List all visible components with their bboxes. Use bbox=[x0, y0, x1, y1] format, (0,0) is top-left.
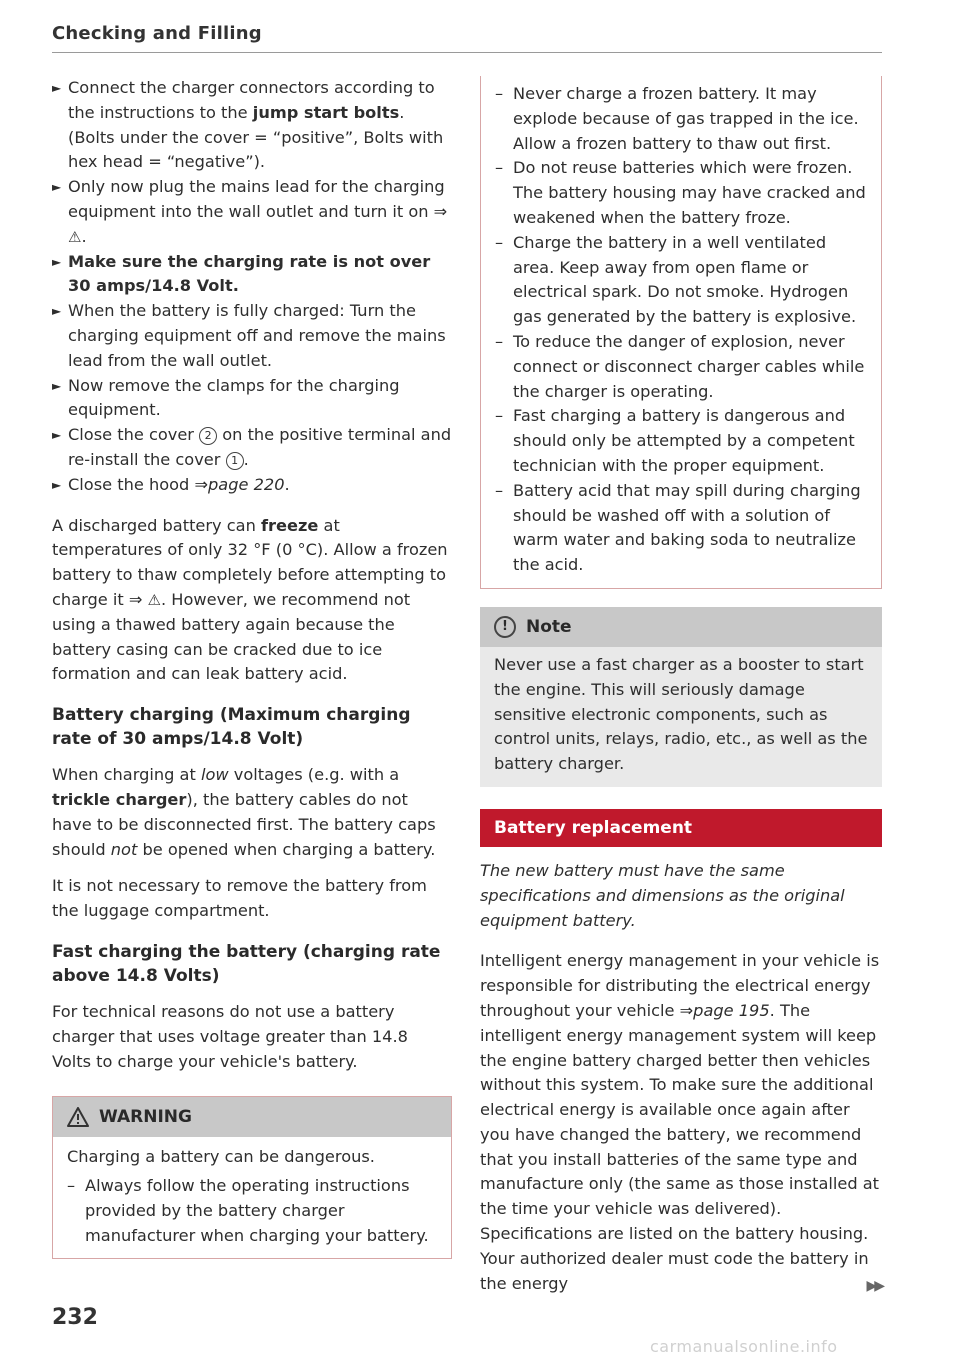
step-close-hood: ► Close the hood ⇒page 220. bbox=[52, 473, 452, 498]
warning-ref-icon[interactable]: ⚠ bbox=[147, 590, 161, 609]
warning-item: – Never charge a frozen battery. It may explode because of gas trapped in the ice. Allow a frozen battery to thaw out first. bbox=[495, 84, 859, 153]
bullet-arrow-icon: ► bbox=[52, 477, 62, 492]
warning-continued-box bbox=[480, 76, 882, 589]
bullet-arrow-icon: ► bbox=[52, 378, 62, 393]
watermark: carmanualsonline.info bbox=[650, 1337, 838, 1356]
remove-paragraph: It is not necessary to remove the battery from the luggage compartment. bbox=[52, 876, 427, 921]
warning-item: – Fast charging a battery is dangerous and should only be attempted by a competent technician with the proper equipment. bbox=[495, 406, 855, 475]
callout-number: 1 bbox=[226, 452, 244, 470]
note-header: ! Note bbox=[480, 607, 882, 647]
page-link[interactable]: page 220 bbox=[208, 474, 285, 494]
heading-fast-charging: Fast charging the battery (charging rate above 14.8 Volts) bbox=[52, 941, 441, 986]
warning-item: – Do not reuse batteries which were frozen. The battery housing may have cracked and weakened when the battery froze. bbox=[495, 158, 866, 227]
low-voltage-paragraph: When charging at low voltages (e.g. with a trickle charger), the battery cables do not have to be disconnected first. The battery caps should not be opened when charging a battery. bbox=[52, 765, 436, 859]
freeze-paragraph: A discharged battery can freeze at temperatures of only 32 °F (0 °C). Allow a frozen battery to thaw completely before attempting to charge it ⇒ ⚠. However, we recommend not using a thawed battery again because the battery casing can be cracked due to ice formation and can leak battery acid. bbox=[52, 515, 448, 684]
bullet-arrow-icon: ► bbox=[52, 304, 62, 319]
step-charging-rate: ► Make sure the charging rate is not over 30 amps/14.8 Volt. bbox=[52, 251, 431, 296]
bullet-arrow-icon: ► bbox=[52, 81, 62, 95]
bullet-arrow-icon: ► bbox=[52, 428, 62, 443]
info-circle-icon: ! bbox=[494, 616, 516, 638]
energy-paragraph: Intelligent energy management in your vehicle is responsible for distributing the electrical energy throughout your vehicle ⇒page 195. The intelligent energy management system will keep the engine battery charged better then vehicles without this system. To make sure the additional electrical energy is available once again after you have changed the battery, we recommend that you install batteries of the same type and manufacture only (the same as those installed at the time your vehicle was delivered). Specifications are listed on the battery housing. Your authorized dealer must code the battery in the energy ▶▶ bbox=[480, 949, 882, 1296]
continue-arrow-icon: ▶▶ bbox=[866, 1277, 882, 1294]
warning-intro: Charging a battery can be dangerous. bbox=[67, 1147, 375, 1167]
intro-italic: The new battery must have the same specifications and dimensions as the original equipment battery. bbox=[480, 860, 845, 930]
warning-item: – To reduce the danger of explosion, never connect or disconnect charger cables while the charger is operating. bbox=[495, 331, 865, 401]
step-remove-clamps: ► Now remove the clamps for the charging equipment. bbox=[52, 375, 400, 420]
warning-item: – Always follow the operating instructions provided by the battery charger manufacturer when charging your battery. bbox=[67, 1176, 429, 1245]
warning-ref-icon[interactable]: ⚠ bbox=[68, 227, 82, 246]
step-fully-charged: ► When the battery is fully charged: Turn the charging equipment off and remove the mains lead from the wall outlet. bbox=[52, 301, 446, 370]
warning-box bbox=[52, 1096, 452, 1259]
callout-number: 2 bbox=[199, 427, 217, 445]
warning-header: WARNING bbox=[53, 1097, 451, 1137]
note-body: Never use a fast charger as a booster to start the engine. This will seriously damage sensitive electronic components, such as control units, relays, radio, etc., as well as the battery charger. bbox=[480, 647, 882, 787]
warning-triangle-icon bbox=[67, 1107, 89, 1127]
step-close-cover: ► Close the cover 2 on the positive terminal and re-install the cover 1 . bbox=[52, 425, 452, 469]
step-plug-in: ► Only now plug the mains lead for the charging equipment into the wall outlet and turn it on ⇒ ⚠. bbox=[52, 177, 448, 246]
technical-paragraph: For technical reasons do not use a battery charger that uses voltage greater than 14.8 Volts to charge your vehicle's battery. bbox=[52, 1001, 408, 1071]
bullet-arrow-icon: ► bbox=[52, 254, 62, 269]
page-header bbox=[52, 22, 882, 47]
bullet-arrow-icon: ► bbox=[52, 180, 62, 195]
page-number: 232 bbox=[52, 1305, 98, 1330]
section-heading-battery-replacement: Battery replacement bbox=[480, 809, 882, 847]
left-column bbox=[52, 76, 452, 1259]
warning-item: – Battery acid that may spill during charging should be washed off with a solution of warm water and baking soda to neutralize the acid. bbox=[495, 480, 861, 575]
header-divider bbox=[52, 52, 882, 53]
page-link[interactable]: page 195 bbox=[693, 1000, 770, 1020]
warning-body bbox=[53, 1137, 451, 1258]
warning-item: – Charge the battery in a well ventilated area. Keep away from open flame or electrical spark. Do not smoke. Hydrogen gas generated by the battery is explosive. bbox=[495, 232, 857, 327]
right-column bbox=[480, 76, 882, 1296]
step-connect: ► Connect the charger connectors according to the instructions to the jump start bolts. (Bolts under the cover = “positive”, Bolts with hex head = “negative”). bbox=[52, 78, 444, 172]
heading-battery-charging: Battery charging (Maximum charging rate of 30 amps/14.8 Volt) bbox=[52, 705, 411, 750]
section-title: Checking and Filling bbox=[52, 23, 262, 44]
